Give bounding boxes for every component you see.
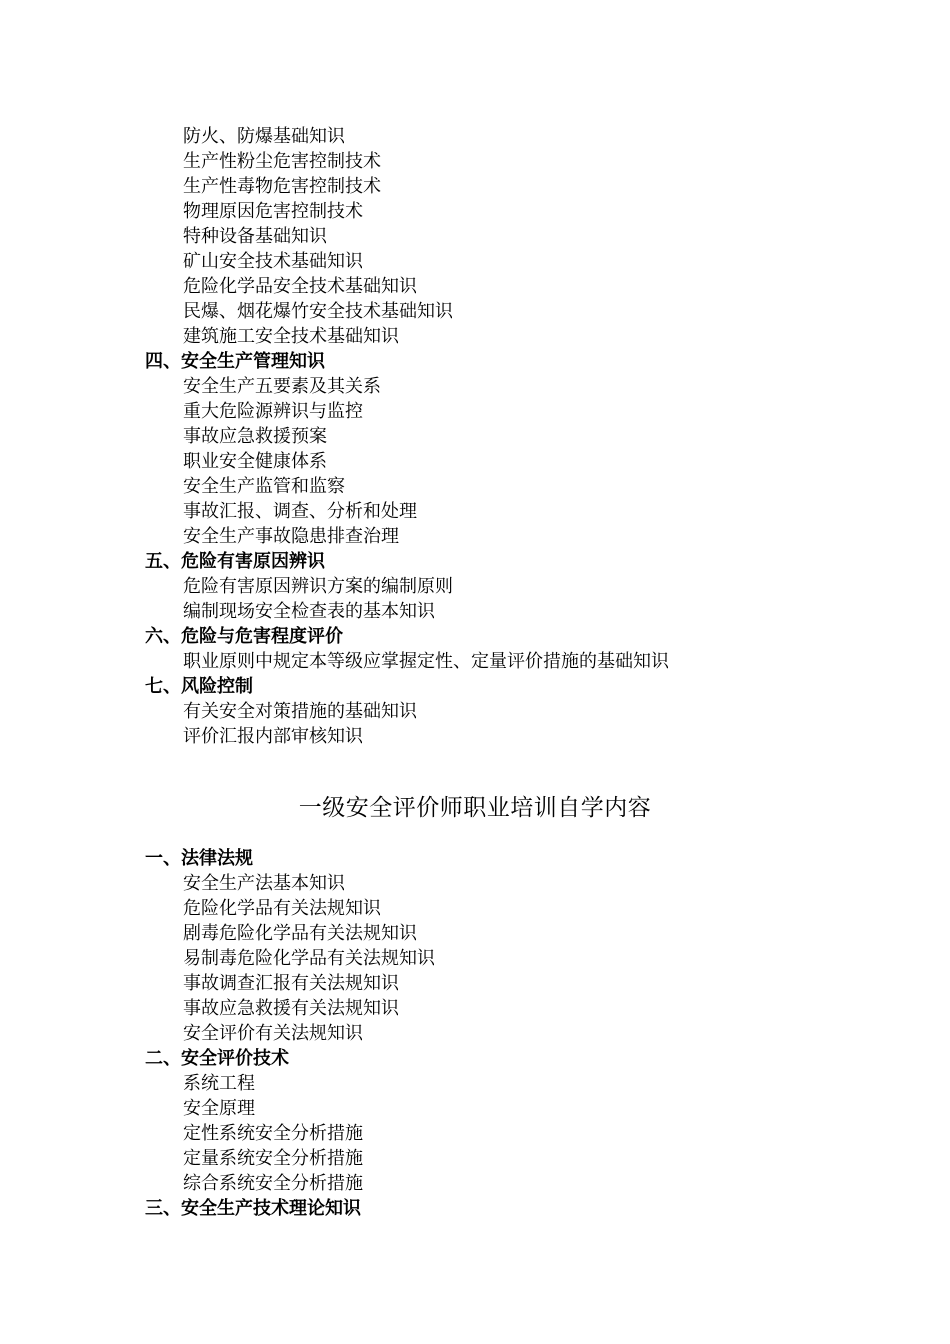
list-item: 安全生产五要素及其关系 xyxy=(183,376,381,397)
list-item: 职业原则中规定本等级应掌握定性、定量评价措施的基础知识 xyxy=(183,651,669,672)
list-item: 综合系统安全分析措施 xyxy=(183,1173,363,1194)
list-item: 系统工程 xyxy=(183,1073,255,1094)
list-item: 评价汇报内部审核知识 xyxy=(183,726,363,747)
list-item: 危险化学品有关法规知识 xyxy=(183,898,381,919)
section-heading: 四、安全生产管理知识 xyxy=(145,351,325,372)
section-heading: 三、安全生产技术理论知识 xyxy=(145,1198,361,1219)
list-item: 定量系统安全分析措施 xyxy=(183,1148,363,1169)
list-item: 剧毒危险化学品有关法规知识 xyxy=(183,923,417,944)
list-item: 事故应急救援预案 xyxy=(183,426,327,447)
list-item: 职业安全健康体系 xyxy=(183,451,327,472)
section-heading: 七、风险控制 xyxy=(145,676,253,697)
section-heading: 五、危险有害原因辨识 xyxy=(145,551,325,572)
list-item: 安全生产法基本知识 xyxy=(183,873,345,894)
list-item: 防火、防爆基础知识 xyxy=(183,126,345,147)
list-item: 事故调查汇报有关法规知识 xyxy=(183,973,399,994)
list-item: 事故应急救援有关法规知识 xyxy=(183,998,399,1019)
section-heading: 六、危险与危害程度评价 xyxy=(145,626,343,647)
section-heading: 二、安全评价技术 xyxy=(145,1048,289,1069)
list-item: 编制现场安全检查表的基本知识 xyxy=(183,601,435,622)
list-item: 民爆、烟花爆竹安全技术基础知识 xyxy=(183,301,453,322)
list-item: 安全生产监管和监察 xyxy=(183,476,345,497)
list-item: 生产性毒物危害控制技术 xyxy=(183,176,381,197)
list-item: 安全原理 xyxy=(183,1098,255,1119)
list-item: 易制毒危险化学品有关法规知识 xyxy=(183,948,435,969)
list-item: 矿山安全技术基础知识 xyxy=(183,251,363,272)
list-item: 生产性粉尘危害控制技术 xyxy=(183,151,381,172)
top-section xyxy=(145,124,865,749)
list-item: 安全生产事故隐患排查治理 xyxy=(183,526,399,547)
list-item: 建筑施工安全技术基础知识 xyxy=(183,326,399,347)
list-item: 特种设备基础知识 xyxy=(183,226,327,247)
list-item: 安全评价有关法规知识 xyxy=(183,1023,363,1044)
list-item: 定性系统安全分析措施 xyxy=(183,1123,363,1144)
document-title: 一级安全评价师职业培训自学内容 xyxy=(298,795,652,821)
list-item: 物理原因危害控制技术 xyxy=(183,201,363,222)
bottom-section xyxy=(145,846,865,1221)
list-item: 有关安全对策措施的基础知识 xyxy=(183,701,417,722)
section-heading: 一、法律法规 xyxy=(145,848,253,869)
list-item: 重大危险源辨识与监控 xyxy=(183,401,363,422)
list-item: 事故汇报、调查、分析和处理 xyxy=(183,501,417,522)
list-item: 危险有害原因辨识方案的编制原则 xyxy=(183,576,453,597)
list-item: 危险化学品安全技术基础知识 xyxy=(183,276,417,297)
